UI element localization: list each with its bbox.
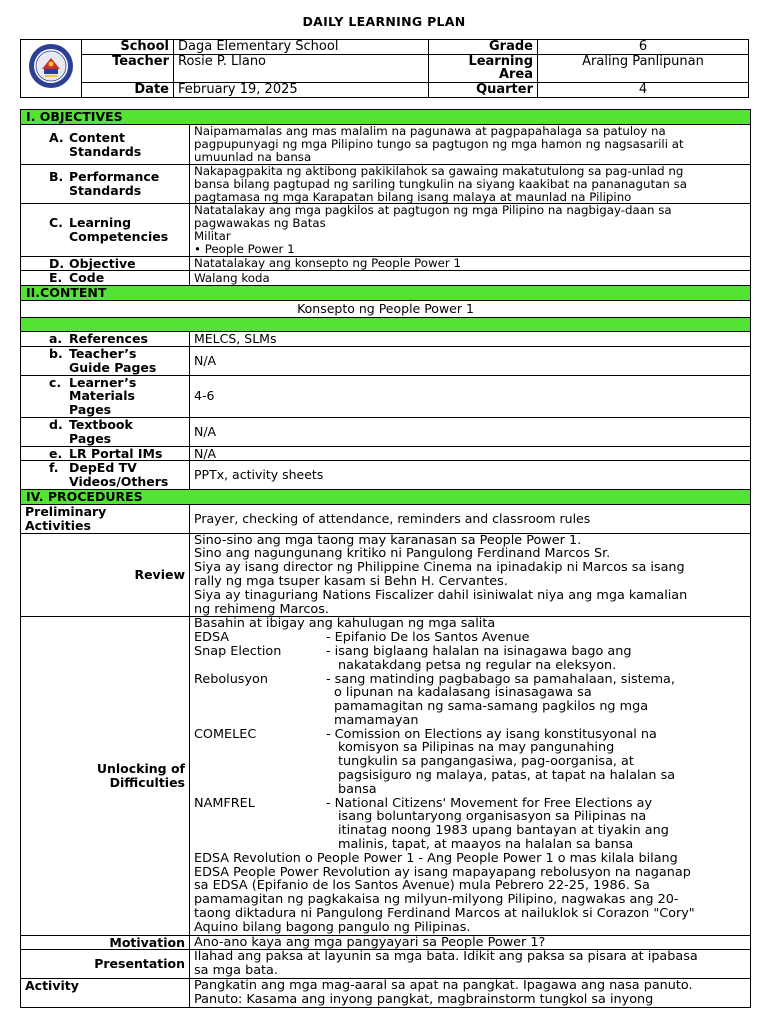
learners-materials-value: 4-6 bbox=[190, 375, 751, 417]
learners-materials-label: c. Learner’s Materials Pages bbox=[21, 375, 190, 417]
motivation-label: Motivation bbox=[21, 935, 190, 950]
preliminary-activities-label: Preliminary Activities bbox=[21, 504, 190, 533]
motivation-text: Ano-ano kaya ang mga pangyayari sa People Power 1? bbox=[190, 935, 751, 950]
date-label: Date bbox=[82, 82, 174, 97]
teachers-guide-label: b. Teacher’s Guide Pages bbox=[21, 346, 190, 375]
content-heading: II.CONTENT bbox=[21, 286, 751, 301]
performance-standards-label: B. Performance Standards bbox=[21, 165, 190, 204]
lesson-plan-table bbox=[20, 109, 751, 1008]
review-text: Sino-sino ang mga taong may karanasan sa People Power 1. Sino ang nagungunang kritiko ni Pangulong Ferdinand Marcos Sr. Siya ay isang director ng Philippine Cinema na ipinadakip ni Marcos sa isang rally ng mga tsuper kasam si Behn H. Cervantes. Siya ay tinaguriang Nations Fiscalizer dahil isiniwalat niya ang mga kamalian ng rehimeng Marcos. bbox=[190, 533, 751, 617]
objective-label: D. Objective bbox=[21, 256, 190, 271]
learning-competencies-label: C. Learning Competencies bbox=[21, 204, 190, 256]
presentation-text: Ilahad ang paksa at layunin sa mga bata. Idikit ang paksa sa pisara at ipabasa sa mga bata. bbox=[190, 950, 751, 979]
header-info-table bbox=[20, 39, 749, 98]
review-label: Review bbox=[21, 533, 190, 617]
learning-area-label: Learning Area bbox=[429, 54, 538, 82]
section-band bbox=[21, 318, 751, 332]
procedures-heading: IV. PROCEDURES bbox=[21, 489, 751, 504]
textbook-pages-value: N/A bbox=[190, 417, 751, 446]
performance-standards-text: Nakapagpakita ng aktibong pakikilahok sa gawaing makatutulong sa pag-unlad ng bansa bilang pagtupad ng sariling tungkulin na siyang kaakibat na pananagutan sa pagtamasa ng mga Karapatan bilang isang malaya at maunlad na Pilipino bbox=[190, 165, 751, 204]
objectives-heading: I. OBJECTIVES bbox=[21, 110, 751, 125]
code-text: Walang koda bbox=[190, 271, 751, 286]
lr-portal-value: N/A bbox=[190, 446, 751, 461]
content-standards-label: A. Content Standards bbox=[21, 125, 190, 165]
learning-competencies-text: Natatalakay ang mga pagkilos at pagtugon ng mga Pilipino na nagbigay-daan sa pagwawakas ng Batas Militar • People Power 1 bbox=[190, 204, 751, 256]
activity-label: Activity bbox=[21, 979, 190, 1008]
textbook-pages-label: d. Textbook Pages bbox=[21, 417, 190, 446]
teacher-value: Rosie P. Llano bbox=[174, 54, 429, 82]
unlocking-difficulties-text: Basahin at ibigay ang kahulugan ng mga salita EDSA - Epifanio De los Santos Avenue Snap Election - isang biglaang halalan na isinagawa bago ang nakatakdang petsa ng regular na eleksyon. Rebolusyon - sang matinding pagbabago sa pamahalaan, sistema, o lipunan na kadalasang isinasagawa sa pamamagitan ng sama-samang pagkilos ng mga mamamayan COMELEC - Comission on Elections ay isang konstitusyonal na komisyon sa Pilipinas na may pangunahing tungkulin sa pangangasiwa, pag-oorganisa, at pagsisiguro ng malaya, patas, at tapat na halalan sa bansa NAMFREL - National Citizens' Movement for Free Elections ay isang boluntaryong organisasyon sa Pilipinas na itinatag noong 1983 upang bantayan at tiyakin ang malinis, tapat, at maayos na halalan sa bansa EDSA Revolution o People Power 1 - Ang People Power 1 o mas kilala bilang EDSA People Power Revolution ay isang mapayapang rebolusyon na naganap sa EDSA (Epifanio de los Santos Avenue) mula Pebrero 22-25, 1986. Sa pamamagitan ng pagkakaisa ng milyun-milyong Pilipino, nagwakas ang 20- taong diktadura ni Pangulong Ferdinand Marcos at nailuklok si Corazon "Cory" Aquino bilang bagong pangulo ng Pilipinas. bbox=[190, 617, 751, 935]
objective-text: Natatalakay ang konsepto ng People Power 1 bbox=[190, 256, 751, 271]
grade-value: 6 bbox=[538, 40, 749, 55]
lr-portal-label: e. LR Portal IMs bbox=[21, 446, 190, 461]
activity-text: Pangkatin ang mga mag-aaral sa apat na pangkat. Ipagawa ang nasa panuto. Panuto: Kasama ang inyong pangkat, magbrainstorm tungkol sa inyong bbox=[190, 979, 751, 1008]
deped-tv-label: f. DepEd TV Videos/Others bbox=[21, 461, 190, 490]
unlocking-difficulties-label: Unlocking of Difficulties bbox=[21, 617, 190, 935]
quarter-value: 4 bbox=[538, 82, 749, 97]
deped-seal-icon bbox=[28, 43, 74, 89]
preliminary-activities-text: Prayer, checking of attendance, reminders and classroom rules bbox=[190, 504, 751, 533]
learning-area-value: Araling Panlipunan bbox=[538, 54, 749, 82]
date-value: February 19, 2025 bbox=[174, 82, 429, 97]
teacher-label: Teacher bbox=[82, 54, 174, 82]
content-standards-text: Naipamamalas ang mas malalim na pagunawa at pagpapahalaga sa patuloy na pagpupunyagi ng mga Pilipino tungo sa pagtugon ng mga hamon ng nagsasarili at umuunlad na bansa bbox=[190, 125, 751, 165]
school-label: School bbox=[82, 40, 174, 55]
quarter-label: Quarter bbox=[429, 82, 538, 97]
deped-tv-value: PPTx, activity sheets bbox=[190, 461, 751, 490]
page-title: DAILY LEARNING PLAN bbox=[302, 14, 466, 29]
presentation-label: Presentation bbox=[21, 950, 190, 979]
logo-cell bbox=[21, 40, 82, 98]
school-value: Daga Elementary School bbox=[174, 40, 429, 55]
grade-label: Grade bbox=[429, 40, 538, 55]
content-topic: Konsepto ng People Power 1 bbox=[21, 301, 751, 318]
references-label: a. References bbox=[21, 332, 190, 347]
code-label: E. Code bbox=[21, 271, 190, 286]
teachers-guide-value: N/A bbox=[190, 346, 751, 375]
references-value: MELCS, SLMs bbox=[190, 332, 751, 347]
